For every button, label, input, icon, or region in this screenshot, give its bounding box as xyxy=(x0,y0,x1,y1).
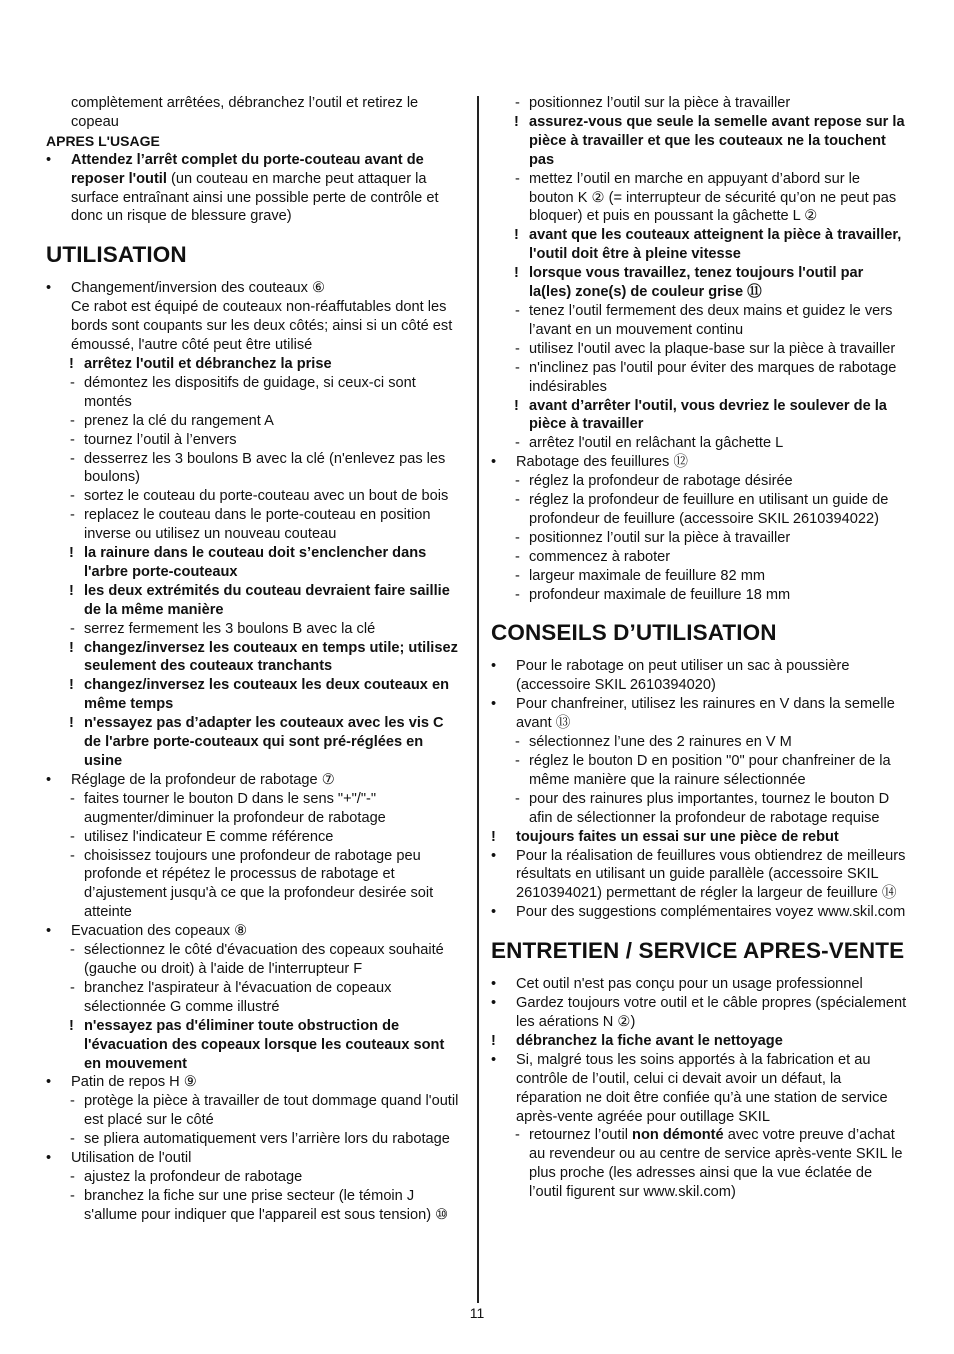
item-text: réglez le bouton D en position "0" pour chanfreiner de la même manière que la rainure sélectionnée xyxy=(529,753,891,788)
item-text: assurez-vous que seule la semelle avant repose sur la pièce à travailler et que les couteaux ne la touchent pas xyxy=(529,113,905,168)
dash-marker: - xyxy=(515,529,520,546)
step-item xyxy=(491,567,907,586)
bullet-item xyxy=(491,847,907,904)
dash-marker: - xyxy=(70,374,75,391)
item-text: positionnez l’outil sur la pièce à travailler xyxy=(529,95,791,111)
item-text: Patin de repos H ⑨ xyxy=(71,1074,197,1091)
item-text: mettez l’outil en marche en appuyant d’abord sur le bouton K ② (= interrupteur de sécurité qu’on ne peut pas bloquer) et puis en poussant la gâchette L ② xyxy=(529,170,897,225)
step-item xyxy=(491,302,907,340)
dash-marker: - xyxy=(70,979,75,996)
step-item xyxy=(46,431,462,450)
item-text: profondeur maximale de feuillure 18 mm xyxy=(529,586,791,603)
step-item xyxy=(491,586,907,605)
bullet-item xyxy=(46,922,462,941)
step-item xyxy=(491,733,907,752)
dash-marker: - xyxy=(70,942,75,959)
item-text: Evacuation des copeaux ⑧ xyxy=(71,923,248,940)
bullet-marker: • xyxy=(491,995,497,1012)
step-item xyxy=(491,491,907,529)
step-item xyxy=(491,790,907,828)
item-text: changez/inversez les couteaux en temps utile; utilisez seulement des couteaux tranchants xyxy=(84,639,458,675)
warning-item xyxy=(46,714,462,771)
bullet-marker: • xyxy=(491,1051,497,1068)
warning-marker: ! xyxy=(514,227,519,244)
item-text: Gardez toujours votre outil et le câble propres (spécialement les aérations N ②) xyxy=(516,995,907,1030)
item-text: Réglage de la profondeur de rabotage ⑦ xyxy=(71,771,335,788)
warning-item xyxy=(46,676,462,714)
dash-marker: - xyxy=(70,1131,75,1148)
step-item xyxy=(46,506,462,544)
warning-marker: ! xyxy=(69,715,74,732)
bullet-marker: • xyxy=(46,1150,52,1167)
item-text: branchez l'aspirateur à l'évacuation de copeaux sélectionnée G comme illustré xyxy=(84,979,392,1015)
item-text: ajustez la profondeur de rabotage xyxy=(84,1168,303,1185)
dash-marker: - xyxy=(515,1127,520,1144)
item-text: replacez le couteau dans le porte-couteau en position inverse ou utilisez un nouveau couteau xyxy=(84,507,431,543)
step-item xyxy=(46,1130,462,1149)
dash-marker: - xyxy=(515,790,520,807)
item-text: tenez l’outil fermement des deux mains et guidez le vers l’avant en un mouvement continu xyxy=(529,302,893,338)
step-item xyxy=(491,94,907,113)
dash-marker: - xyxy=(70,828,75,845)
warning-item xyxy=(46,582,462,620)
dash-marker: - xyxy=(515,170,520,187)
dash-marker: - xyxy=(70,790,75,807)
warning-item xyxy=(491,113,907,170)
dash-marker: - xyxy=(515,359,520,376)
dash-marker: - xyxy=(70,488,75,505)
item-text: tournez l’outil à l’envers xyxy=(84,431,237,448)
step-item xyxy=(491,434,907,453)
item-text: Cet outil n'est pas conçu pour un usage professionnel xyxy=(516,976,863,993)
item-text: les deux extrémités du couteau devraient faire saillie de la même manière xyxy=(84,582,450,618)
item-text: sortez le couteau du porte-couteau avec un bout de bois xyxy=(84,488,449,505)
dash-marker: - xyxy=(515,95,520,111)
bullet-marker: • xyxy=(46,923,52,940)
dash-marker: - xyxy=(70,450,75,467)
item-text: complètement arrêtées, débranchez l’outil et retirez le copeau xyxy=(71,95,419,130)
warning-item xyxy=(46,544,462,582)
item-text: avant que les couteaux atteignent la pièce à travailler, l'outil doit être à pleine vitesse xyxy=(529,227,902,263)
item-text: se pliera automatiquement vers l’arrière lors du rabotage xyxy=(84,1131,450,1148)
item-text: utilisez l'indicateur E comme référence xyxy=(84,828,334,845)
bullet-marker: • xyxy=(46,771,52,788)
step-item xyxy=(46,1168,462,1187)
warning-item xyxy=(491,828,907,847)
warning-marker: ! xyxy=(69,355,74,372)
item-text: démontez les dispositifs de guidage, si ceux-ci sont montés xyxy=(84,374,416,410)
bullet-marker: • xyxy=(46,1074,52,1091)
dash-marker: - xyxy=(70,507,75,524)
bullet-item xyxy=(491,1051,907,1127)
step-item xyxy=(46,941,462,979)
dash-marker: - xyxy=(515,340,520,357)
dash-marker: - xyxy=(70,620,75,637)
step-item xyxy=(491,548,907,567)
bullet-marker: • xyxy=(491,696,497,713)
item-text: choisissez toujours une profondeur de rabotage peu profonde et répétez le processus de rabotage et d’ajustement jusqu'à ce que la profondeur desirée soit atteinte xyxy=(84,847,434,921)
bullet-item xyxy=(491,453,907,472)
item-text: branchez la fiche sur une prise secteur (le témoin J s'allume pour indiquer que l'appareil est sous tension) ⑩ xyxy=(84,1187,449,1223)
warning-item xyxy=(46,355,462,374)
bullet-marker: • xyxy=(491,847,497,864)
item-text: toujours faites un essai sur une pièce de rebut xyxy=(516,828,839,845)
right-column xyxy=(491,94,907,1202)
left-column xyxy=(46,94,462,1225)
warning-item xyxy=(491,226,907,264)
bullet-item xyxy=(491,657,907,695)
item-text: Si, malgré tous les soins apportés à la fabrication et au contrôle de l’outil, celui ci devait avoir un défaut, la réparation ne doit être confiée qu’à une station de service après-vente agréée pour outillage SKIL xyxy=(516,1051,888,1125)
step-item xyxy=(46,847,462,923)
subheading: APRES L'USAGE xyxy=(46,132,160,149)
dash-marker: - xyxy=(70,1187,75,1204)
dash-marker: - xyxy=(515,302,520,319)
item-text: réglez la profondeur de rabotage désirée xyxy=(529,473,793,490)
bullet-item xyxy=(46,151,462,227)
warning-marker: ! xyxy=(69,545,74,562)
item-text: sélectionnez l’une des 2 rainures en V M xyxy=(529,734,792,751)
item-text: arrêtez l'outil en relâchant la gâchette L xyxy=(529,435,784,452)
dash-marker: - xyxy=(515,473,520,490)
warning-item xyxy=(46,1017,462,1074)
bullet-item xyxy=(491,695,907,733)
page-number: 11 xyxy=(469,1305,485,1321)
bullet-item xyxy=(491,994,907,1032)
warning-marker: ! xyxy=(69,639,74,656)
warning-marker: ! xyxy=(514,397,519,414)
warning-marker: ! xyxy=(514,113,519,130)
bullet-marker: • xyxy=(46,151,52,168)
item-text: débranchez la fiche avant le nettoyage xyxy=(516,1032,783,1049)
step-item xyxy=(46,620,462,639)
item-text: Pour chanfreiner, utilisez les rainures en V dans la semelle avant ⑬ xyxy=(516,696,895,732)
dash-marker: - xyxy=(515,567,520,584)
step-item xyxy=(491,752,907,790)
warning-item xyxy=(491,397,907,435)
item-text: réglez la profondeur de feuillure en utilisant un guide de profondeur de feuillure (accessoire SKIL 2610394022) xyxy=(529,492,889,527)
item-text: largeur maximale de feuillure 82 mm xyxy=(529,567,766,584)
warning-item xyxy=(491,1032,907,1051)
step-item xyxy=(46,828,462,847)
warning-item xyxy=(46,639,462,677)
item-text: utilisez l'outil avec la plaque-base sur la pièce à travailler xyxy=(529,340,896,357)
warning-item xyxy=(491,264,907,302)
paragraph xyxy=(46,94,462,132)
bullet-item xyxy=(46,279,462,298)
bullet-marker: • xyxy=(491,454,497,471)
bullet-marker: • xyxy=(491,658,497,675)
item-text: arrêtez l'outil et débranchez la prise xyxy=(84,355,332,372)
dash-marker: - xyxy=(70,1168,75,1185)
dash-marker: - xyxy=(70,1093,75,1110)
item-text: n'essayez pas d'éliminer toute obstruction de l'évacuation des copeaux lorsque les couteaux sont en mouvement xyxy=(84,1017,445,1072)
warning-marker: ! xyxy=(491,828,496,845)
item-text: Changement/inversion des couteaux ⑥ xyxy=(71,280,326,297)
item-text: retournez l’outil non démonté avec votre preuve d’achat au revendeur ou au centre de service après-vente SKIL le plus proche (les adresses ainsi que la vue éclatée de l’outil figurent sur www.skil.com) xyxy=(529,1127,903,1201)
step-item xyxy=(491,170,907,227)
warning-marker: ! xyxy=(69,582,74,599)
item-text: faites tourner le bouton D dans le sens "+"/"-" augmenter/diminuer la profondeur de rabotage xyxy=(84,790,386,826)
item-text: n'essayez pas d’adapter les couteaux avec les vis C de l'arbre porte-couteaux qui sont pré-réglées en usine xyxy=(84,715,444,769)
item-text: Pour le rabotage on peut utiliser un sac à poussière (accessoire SKIL 2610394020) xyxy=(516,658,850,694)
step-item xyxy=(46,374,462,412)
item-text: positionnez l’outil sur la pièce à travailler xyxy=(529,529,791,546)
section-heading: ENTRETIEN / SERVICE APRES-VENTE xyxy=(491,938,905,964)
step-item xyxy=(491,529,907,548)
step-item xyxy=(46,1187,462,1225)
step-item xyxy=(46,450,462,488)
step-item xyxy=(46,412,462,431)
item-text: Attendez l’arrêt complet du porte-couteau avant de reposer l'outil (un couteau en marche peut attaquer la surface entraînant ainsi une possible perte de contrôle et donc un risque de blessure grave) xyxy=(71,151,439,225)
item-text: Pour des suggestions complémentaires voyez www.skil.com xyxy=(516,904,906,921)
dash-marker: - xyxy=(515,492,520,509)
warning-marker: ! xyxy=(514,265,519,282)
dash-marker: - xyxy=(70,412,75,429)
step-item xyxy=(46,979,462,1017)
step-item xyxy=(491,1126,907,1202)
step-item xyxy=(491,340,907,359)
section-heading: CONSEILS D’UTILISATION xyxy=(491,620,777,646)
item-text: n'inclinez pas l'outil pour éviter des marques de rabotage indésirables xyxy=(529,359,897,395)
dash-marker: - xyxy=(515,435,520,452)
dash-marker: - xyxy=(515,734,520,751)
bullet-marker: • xyxy=(491,904,497,921)
step-item xyxy=(46,1092,462,1130)
paragraph xyxy=(46,298,462,355)
dash-marker: - xyxy=(515,753,520,769)
section-heading: UTILISATION xyxy=(46,242,187,268)
bullet-item xyxy=(46,1149,462,1168)
dash-marker: - xyxy=(515,548,520,565)
item-text: commencez à raboter xyxy=(529,548,671,565)
item-text: protège la pièce à travailler de tout dommage quand l'outil est placé sur le côté xyxy=(84,1093,459,1129)
step-item xyxy=(491,359,907,397)
warning-marker: ! xyxy=(491,1032,496,1049)
item-text: lorsque vous travaillez, tenez toujours l'outil par la(les) zone(s) de couleur grise ⑪ xyxy=(529,265,864,301)
bullet-item xyxy=(46,1073,462,1092)
dash-marker: - xyxy=(515,586,520,603)
column-divider xyxy=(477,96,479,1303)
bullet-item xyxy=(491,975,907,994)
item-text: changez/inversez les couteaux les deux couteaux en même temps xyxy=(84,677,449,713)
warning-marker: ! xyxy=(69,677,74,694)
item-text: avant d’arrêter l'outil, vous devriez le soulever de la pièce à travailler xyxy=(529,397,887,433)
item-text: pour des rainures plus importantes, tournez le bouton D afin de sélectionner la profondeur de rabotage requise xyxy=(529,790,890,826)
item-text: Rabotage des feuillures ⑫ xyxy=(516,454,688,471)
item-text: desserrez les 3 boulons B avec la clé (n'enlevez pas les boulons) xyxy=(84,450,446,486)
item-text: la rainure dans le couteau doit s’enclencher dans l'arbre porte-couteaux xyxy=(84,545,427,580)
item-text: sélectionnez le côté d'évacuation des copeaux souhaité (gauche ou droit) à l'aide de l'interrupteur F xyxy=(84,942,444,977)
step-item xyxy=(46,487,462,506)
warning-marker: ! xyxy=(69,1017,74,1034)
step-item xyxy=(491,472,907,491)
item-text: serrez fermement les 3 boulons B avec la clé xyxy=(84,620,376,637)
bullet-marker: • xyxy=(491,976,497,993)
dash-marker: - xyxy=(70,847,75,864)
item-text: Utilisation de l'outil xyxy=(71,1150,192,1167)
dash-marker: - xyxy=(70,431,75,448)
bullet-item xyxy=(491,903,907,922)
bullet-marker: • xyxy=(46,280,52,297)
item-text: Ce rabot est équipé de couteaux non-réaffutables dont les bords sont coupants sur les deux côtés; ainsi si un côté est émoussé, l'autre côté peut être utilisé xyxy=(71,299,453,354)
item-text: prenez la clé du rangement A xyxy=(84,412,274,429)
bullet-item xyxy=(46,771,462,790)
item-text: Pour la réalisation de feuillures vous obtiendrez de meilleurs résultats en utilisant un guide parallèle (accessoire SKIL 2610394021) permettant de régler la largeur de feuillure ⑭ xyxy=(516,847,906,902)
step-item xyxy=(46,790,462,828)
